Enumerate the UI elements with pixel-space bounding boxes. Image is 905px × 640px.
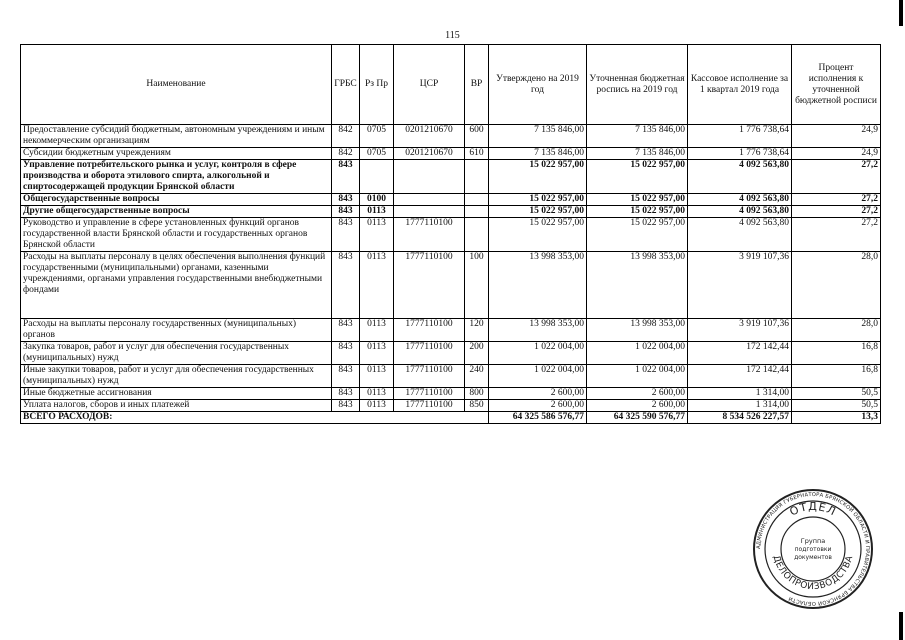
cell-cash: 4 092 563,80	[688, 206, 792, 218]
cell-csr: 1777110100	[394, 400, 465, 412]
cell-percent: 27,2	[792, 160, 881, 194]
table-row	[21, 342, 881, 365]
cell-rzpr	[360, 160, 394, 194]
cell-grbs: 843	[332, 194, 360, 206]
cell-refined: 13 998 353,00	[587, 319, 688, 342]
table-row	[21, 388, 881, 400]
header-percent: Процент исполнения к уточненной бюджетной росписи	[792, 45, 881, 125]
table-row	[21, 252, 881, 319]
cell-refined: 1 022 004,00	[587, 365, 688, 388]
cell-name: Другие общегосударственные вопросы	[21, 206, 332, 218]
cell-rzpr: 0113	[360, 365, 394, 388]
budget-table	[20, 44, 881, 424]
cell-vr	[465, 194, 489, 206]
scan-edge-mark	[899, 612, 903, 640]
cell-rzpr: 0113	[360, 400, 394, 412]
cell-refined: 7 135 846,00	[587, 148, 688, 160]
page-number: 115	[445, 30, 460, 41]
cell-cash: 4 092 563,80	[688, 194, 792, 206]
cell-grbs: 843	[332, 160, 360, 194]
table-row	[21, 400, 881, 412]
cell-csr: 1777110100	[394, 252, 465, 319]
cell-rzpr: 0705	[360, 148, 394, 160]
stamp-center-line-2: подготовки	[794, 546, 832, 553]
cell-csr	[394, 206, 465, 218]
cell-percent: 27,2	[792, 206, 881, 218]
cell-grbs: 843	[332, 206, 360, 218]
cell-percent: 27,2	[792, 218, 881, 252]
total-refined: 64 325 590 576,77	[587, 412, 688, 424]
cell-approved: 15 022 957,00	[489, 206, 587, 218]
cell-csr: 0201210670	[394, 148, 465, 160]
header-vr: ВР	[465, 45, 489, 125]
stamp-ring-top: ОТДЕЛ	[787, 499, 839, 519]
cell-approved: 1 022 004,00	[489, 365, 587, 388]
cell-percent: 27,2	[792, 194, 881, 206]
cell-refined: 2 600,00	[587, 388, 688, 400]
total-label: ВСЕГО РАСХОДОВ:	[21, 412, 489, 424]
cell-approved: 2 600,00	[489, 388, 587, 400]
cell-csr	[394, 160, 465, 194]
cell-csr: 1777110100	[394, 342, 465, 365]
table-header-row	[21, 45, 881, 125]
cell-name: Руководство и управление в сфере установленных функций органов государственной власти Брянской области и государственных органов Брянской области	[21, 218, 332, 252]
cell-refined: 15 022 957,00	[587, 194, 688, 206]
cell-vr: 100	[465, 252, 489, 319]
cell-percent: 24,9	[792, 125, 881, 148]
cell-rzpr: 0113	[360, 388, 394, 400]
total-percent: 13,3	[792, 412, 881, 424]
table-row	[21, 206, 881, 218]
cell-cash: 172 142,44	[688, 342, 792, 365]
cell-vr: 610	[465, 148, 489, 160]
cell-cash: 1 776 738,64	[688, 125, 792, 148]
cell-rzpr: 0113	[360, 342, 394, 365]
cell-vr	[465, 218, 489, 252]
cell-vr: 120	[465, 319, 489, 342]
total-cash: 8 534 526 227,57	[688, 412, 792, 424]
stamp-center-line-1: Группа	[800, 537, 826, 545]
cell-rzpr: 0705	[360, 125, 394, 148]
cell-csr: 1777110100	[394, 319, 465, 342]
cell-cash: 1 314,00	[688, 388, 792, 400]
total-approved: 64 325 586 576,77	[489, 412, 587, 424]
department-stamp	[752, 488, 874, 610]
cell-csr: 1777110100	[394, 218, 465, 252]
cell-grbs: 842	[332, 125, 360, 148]
cell-rzpr: 0100	[360, 194, 394, 206]
total-row	[21, 412, 881, 424]
cell-name: Предоставление субсидий бюджетным, автономным учреждениям и иным некоммерческим организациям	[21, 125, 332, 148]
cell-grbs: 843	[332, 252, 360, 319]
header-approved: Утверждено на 2019 год	[489, 45, 587, 125]
svg-text:ОТДЕЛ	[788, 500, 839, 519]
cell-approved: 13 998 353,00	[489, 252, 587, 319]
cell-cash: 1 314,00	[688, 400, 792, 412]
cell-percent: 16,8	[792, 342, 881, 365]
cell-approved: 1 022 004,00	[489, 342, 587, 365]
cell-vr	[465, 206, 489, 218]
cell-name: Общегосударственные вопросы	[21, 194, 332, 206]
stamp-outer-text: АДМИНИСТРАЦИЯ ГУБЕРНАТОРА БРЯНСКОЙ ОБЛАСТИ И ПРАВИТЕЛЬСТВА БРЯНСКОЙ ОБЛАСТИ	[755, 491, 871, 607]
header-name: Наименование	[21, 45, 332, 125]
table-row	[21, 160, 881, 194]
cell-name: Расходы на выплаты персоналу государственных (муниципальных) органов	[21, 319, 332, 342]
table-row	[21, 218, 881, 252]
cell-percent: 28,0	[792, 252, 881, 319]
table-row	[21, 365, 881, 388]
cell-grbs: 842	[332, 148, 360, 160]
cell-vr	[465, 160, 489, 194]
cell-grbs: 843	[332, 342, 360, 365]
cell-grbs: 843	[332, 365, 360, 388]
table-row	[21, 319, 881, 342]
cell-cash: 4 092 563,80	[688, 160, 792, 194]
header-csr: ЦСР	[394, 45, 465, 125]
cell-refined: 15 022 957,00	[587, 206, 688, 218]
cell-grbs: 843	[332, 400, 360, 412]
cell-refined: 15 022 957,00	[587, 218, 688, 252]
cell-approved: 7 135 846,00	[489, 125, 587, 148]
cell-rzpr: 0113	[360, 319, 394, 342]
cell-approved: 15 022 957,00	[489, 194, 587, 206]
cell-rzpr: 0113	[360, 252, 394, 319]
cell-refined: 13 998 353,00	[587, 252, 688, 319]
cell-approved: 7 135 846,00	[489, 148, 587, 160]
cell-name: Иные бюджетные ассигнования	[21, 388, 332, 400]
cell-refined: 1 022 004,00	[587, 342, 688, 365]
cell-percent: 28,0	[792, 319, 881, 342]
scan-edge-mark	[899, 0, 903, 26]
cell-approved: 13 998 353,00	[489, 319, 587, 342]
cell-name: Субсидии бюджетным учреждениям	[21, 148, 332, 160]
table-row	[21, 148, 881, 160]
cell-vr: 600	[465, 125, 489, 148]
cell-approved: 15 022 957,00	[489, 160, 587, 194]
table-row	[21, 194, 881, 206]
cell-refined: 15 022 957,00	[587, 160, 688, 194]
header-grbs: ГРБС	[332, 45, 360, 125]
cell-percent: 50,5	[792, 388, 881, 400]
cell-refined: 7 135 846,00	[587, 125, 688, 148]
cell-cash: 172 142,44	[688, 365, 792, 388]
cell-percent: 24,9	[792, 148, 881, 160]
stamp-ring-bottom: ДЕЛОПРОИЗВОДСТВА	[770, 554, 856, 593]
cell-grbs: 843	[332, 218, 360, 252]
cell-name: Расходы на выплаты персоналу в целях обеспечения выполнения функций государственными (муниципальными) органами, казенными учреждениями, органами управления государственными внебюджетными фондами	[21, 252, 332, 319]
cell-name: Закупка товаров, работ и услуг для обеспечения государственных (муниципальных) нужд	[21, 342, 332, 365]
header-refined: Уточненная бюджетная роспись на 2019 год	[587, 45, 688, 125]
cell-percent: 50,5	[792, 400, 881, 412]
cell-rzpr: 0113	[360, 218, 394, 252]
cell-csr: 1777110100	[394, 365, 465, 388]
cell-csr: 0201210670	[394, 125, 465, 148]
cell-cash: 1 776 738,64	[688, 148, 792, 160]
header-rzpr: Рз Пр	[360, 45, 394, 125]
cell-name: Управление потребительского рынка и услуг, контроля в сфере производства и оборота этилового спирта, алкогольной и спиртосодержащей продукции Брянской области	[21, 160, 332, 194]
cell-cash: 3 919 107,36	[688, 319, 792, 342]
cell-csr	[394, 194, 465, 206]
cell-name: Иные закупки товаров, работ и услуг для обеспечения государственных (муниципальных) нужд	[21, 365, 332, 388]
table-row	[21, 125, 881, 148]
cell-name: Уплата налогов, сборов и иных платежей	[21, 400, 332, 412]
cell-rzpr: 0113	[360, 206, 394, 218]
cell-percent: 16,8	[792, 365, 881, 388]
cell-grbs: 843	[332, 388, 360, 400]
header-cash: Кассовое исполнение за 1 квартал 2019 года	[688, 45, 792, 125]
cell-vr: 850	[465, 400, 489, 412]
cell-vr: 200	[465, 342, 489, 365]
stamp-center-line-3: документов	[794, 554, 832, 561]
cell-refined: 2 600,00	[587, 400, 688, 412]
cell-grbs: 843	[332, 319, 360, 342]
cell-approved: 15 022 957,00	[489, 218, 587, 252]
cell-csr: 1777110100	[394, 388, 465, 400]
cell-cash: 3 919 107,36	[688, 252, 792, 319]
cell-vr: 240	[465, 365, 489, 388]
cell-cash: 4 092 563,80	[688, 218, 792, 252]
cell-vr: 800	[465, 388, 489, 400]
cell-approved: 2 600,00	[489, 400, 587, 412]
